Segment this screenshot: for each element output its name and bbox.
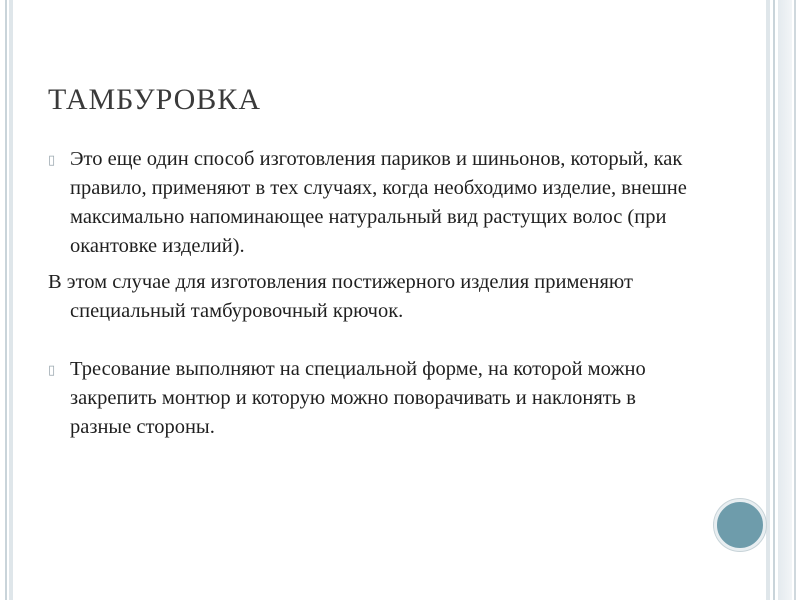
frame-stripe-left <box>5 0 7 600</box>
bullet-text-2: Тресование выполняют на специальной форме, на которой можно закрепить монтюр и которую можно поворачивать и наклонять в разные стороны. <box>70 358 646 438</box>
bullet-text-1: Это еще один способ изготовления париков и шиньонов, который, как правило, применяют в тех случаях, когда необходимо изделие, внешне максимально напоминающее натуральный вид растущих волос (при окантовке изделий). <box>70 148 687 257</box>
frame-stripe-right <box>773 0 775 600</box>
frame-band-right <box>778 0 792 600</box>
slide-title: ТАМБУРОВКА <box>48 83 261 116</box>
paragraph-spacer <box>48 326 688 355</box>
bullet-marker-icon: ▯ <box>48 363 56 378</box>
frame-stripe-right-outer <box>794 0 796 600</box>
bullet-item-1 <box>48 145 688 261</box>
bullet-marker-icon: ▯ <box>48 153 56 168</box>
frame-stripe-left-inner <box>9 0 13 600</box>
paragraph-2: В этом случае для изготовления постижерного изделия применяют специальный тамбуровочный крючок. <box>48 271 633 322</box>
frame-stripe-right-inner <box>766 0 770 600</box>
bullet-item-2 <box>48 355 688 442</box>
decorative-circle-icon <box>714 499 766 551</box>
slide-body <box>48 145 688 442</box>
